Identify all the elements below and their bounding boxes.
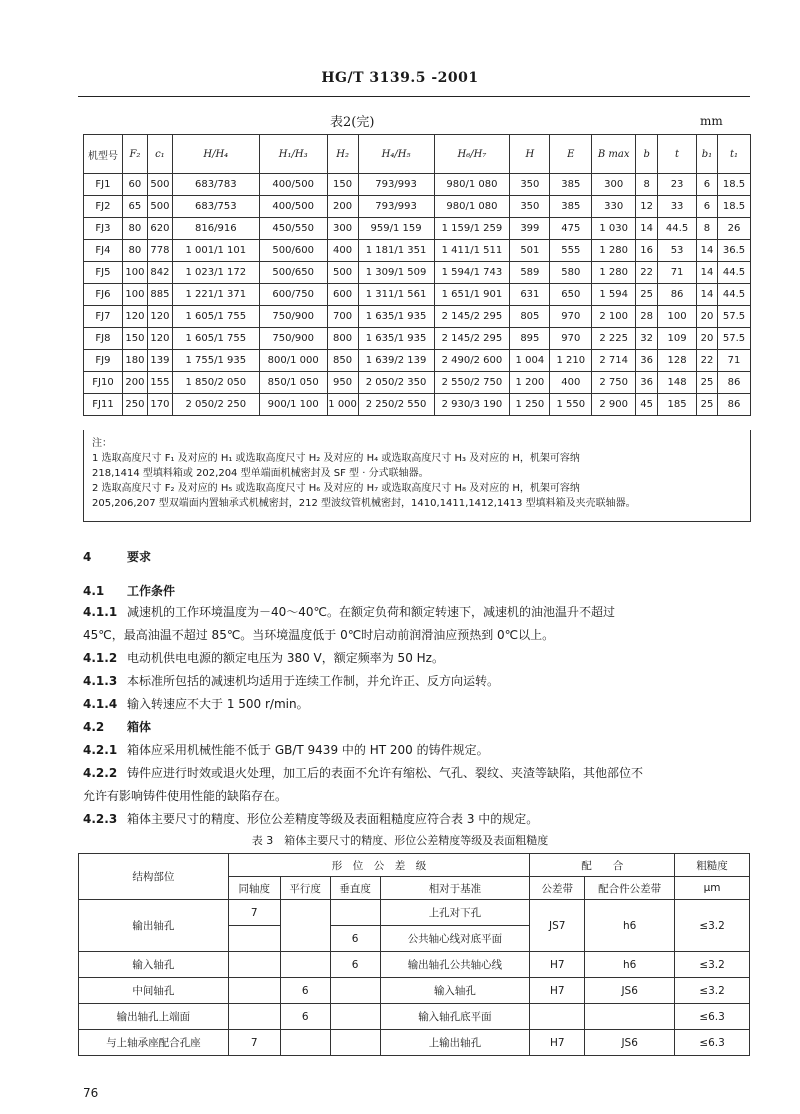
t2-cell: 631 bbox=[510, 284, 550, 306]
t2-header-cell: F₂ bbox=[122, 135, 147, 174]
t3-cell: 输入轴孔 bbox=[79, 952, 229, 978]
t3-cell: ≤3.2 bbox=[675, 900, 750, 952]
t2-cell: 8 bbox=[636, 174, 658, 196]
t2-cell: 475 bbox=[550, 218, 592, 240]
t2-cell: FJ10 bbox=[84, 372, 123, 394]
t2-cell: 1 250 bbox=[510, 394, 550, 416]
t2-cell: 980/1 080 bbox=[434, 174, 510, 196]
t2-cell: 36 bbox=[636, 350, 658, 372]
t2-cell: 1 311/1 561 bbox=[358, 284, 434, 306]
t3-cell: ≤6.3 bbox=[675, 1004, 750, 1030]
t2-cell: 8 bbox=[697, 218, 718, 240]
t2-cell: 2 750 bbox=[592, 372, 636, 394]
t2-cell: 20 bbox=[697, 328, 718, 350]
clause-text: 减速机的工作环境温度为－40～40℃。在额定负荷和额定转速下，减速机的油池温升不超过 bbox=[127, 605, 616, 619]
t3-head-part: 结构部位 bbox=[79, 854, 229, 900]
t3-cell: JS7 bbox=[530, 900, 585, 952]
t3-cell bbox=[330, 1004, 380, 1030]
t3-cell: h6 bbox=[585, 952, 675, 978]
t2-cell: 300 bbox=[592, 174, 636, 196]
t2-cell: 109 bbox=[658, 328, 697, 350]
t2-cell: 885 bbox=[147, 284, 172, 306]
t2-cell: 23 bbox=[658, 174, 697, 196]
t2-cell: 1 159/1 259 bbox=[434, 218, 510, 240]
t2-cell: 86 bbox=[717, 394, 750, 416]
t2-cell: FJ1 bbox=[84, 174, 123, 196]
t2-cell: 895 bbox=[510, 328, 550, 350]
clause-text: 箱体应采用机械性能不低于 GB/T 9439 中的 HT 200 的铸件规定。 bbox=[127, 743, 489, 757]
t2-cell: 45 bbox=[636, 394, 658, 416]
t2-cell: 959/1 159 bbox=[358, 218, 434, 240]
clause-text: 要求 bbox=[127, 550, 152, 564]
t2-cell: 1 605/1 755 bbox=[172, 328, 259, 350]
t2-cell: 200 bbox=[327, 196, 358, 218]
t3-head-mating-tol: 配合件公差带 bbox=[585, 877, 675, 900]
t2-cell: 148 bbox=[658, 372, 697, 394]
clause-number: 4.1.1 bbox=[83, 605, 118, 619]
t2-header-cell: b₁ bbox=[697, 135, 718, 174]
t3-cell: 输出轴孔 bbox=[79, 900, 229, 952]
t2-cell: 86 bbox=[658, 284, 697, 306]
t3-cell: 上孔对下孔 bbox=[380, 900, 530, 926]
table2-note-line: 218,1414 型填料箱或 202,204 型单端面机械密封及 SF 型 · 分式联轴器。 bbox=[92, 468, 429, 479]
clause-text: 箱体主要尺寸的精度、形位公差精度等级及表面粗糙度应符合表 3 中的规定。 bbox=[127, 812, 539, 826]
t2-cell: 2 145/2 295 bbox=[434, 306, 510, 328]
t2-cell: 2 145/2 295 bbox=[434, 328, 510, 350]
t2-cell: FJ6 bbox=[84, 284, 123, 306]
t2-cell: 950 bbox=[327, 372, 358, 394]
t2-cell: 970 bbox=[550, 306, 592, 328]
table2-note-line: 205,206,207 型双端面内置轴承式机械密封，212 型波纹管机械密封，1410,1411,1412,1413 型填料箱及夹壳联轴器。 bbox=[92, 498, 636, 509]
section-line bbox=[83, 741, 489, 758]
t2-cell: 170 bbox=[147, 394, 172, 416]
t2-cell: 501 bbox=[510, 240, 550, 262]
t2-cell: 20 bbox=[697, 306, 718, 328]
t2-cell: 800/1 000 bbox=[259, 350, 327, 372]
clause-number: 4.2.3 bbox=[83, 812, 118, 826]
t2-cell: 18.5 bbox=[717, 196, 750, 218]
t2-cell: FJ7 bbox=[84, 306, 123, 328]
clause-text: 45℃，最高油温不超过 85℃。当环境温度低于 0℃时启动前润滑油应预热到 0℃以上。 bbox=[83, 628, 555, 642]
t2-cell: 44.5 bbox=[717, 284, 750, 306]
t2-cell: 185 bbox=[658, 394, 697, 416]
t2-cell: 2 225 bbox=[592, 328, 636, 350]
t3-cell: 中间轴孔 bbox=[79, 978, 229, 1004]
t2-cell: 60 bbox=[122, 174, 147, 196]
t2-cell: 1 755/1 935 bbox=[172, 350, 259, 372]
t2-cell: 842 bbox=[147, 262, 172, 284]
clause-text: 铸件应进行时效或退火处理，加工后的表面不允许有缩松、气孔、裂纹、夹渣等缺陷，其他部位不 bbox=[127, 766, 644, 780]
t3-head-roughness: 粗糙度 bbox=[675, 854, 750, 877]
section-line bbox=[83, 582, 175, 599]
t2-cell: 1 651/1 901 bbox=[434, 284, 510, 306]
t2-cell: 1 221/1 371 bbox=[172, 284, 259, 306]
t3-cell: H7 bbox=[530, 952, 585, 978]
t2-cell: 1 023/1 172 bbox=[172, 262, 259, 284]
t3-cell: 6 bbox=[280, 1004, 330, 1030]
table2-note-line: 1 选取高度尺寸 F₁ 及对应的 H₁ 或选取高度尺寸 H₂ 及对应的 H₄ 或选取高度尺寸 H₃ 及对应的 H，机架可容纳 bbox=[92, 453, 580, 464]
t2-cell: 400 bbox=[327, 240, 358, 262]
t2-cell: 1 001/1 101 bbox=[172, 240, 259, 262]
t2-cell: 2 930/3 190 bbox=[434, 394, 510, 416]
t2-cell: 86 bbox=[717, 372, 750, 394]
t2-cell: FJ5 bbox=[84, 262, 123, 284]
t2-cell: 1 635/1 935 bbox=[358, 328, 434, 350]
table2-unit: mm bbox=[700, 114, 723, 128]
t2-cell: 28 bbox=[636, 306, 658, 328]
t2-cell: 14 bbox=[697, 284, 718, 306]
t2-cell: 1 309/1 509 bbox=[358, 262, 434, 284]
t2-cell: 200 bbox=[122, 372, 147, 394]
t2-cell: 589 bbox=[510, 262, 550, 284]
t2-cell: 970 bbox=[550, 328, 592, 350]
t2-cell: 32 bbox=[636, 328, 658, 350]
t2-cell: 1 550 bbox=[550, 394, 592, 416]
table-row bbox=[79, 1004, 750, 1030]
t2-cell: 1 004 bbox=[510, 350, 550, 372]
section-line bbox=[83, 718, 151, 735]
t2-cell: 385 bbox=[550, 196, 592, 218]
t3-cell bbox=[280, 1030, 330, 1056]
clause-text: 箱体 bbox=[127, 720, 152, 734]
t3-cell: 输出轴孔上端面 bbox=[79, 1004, 229, 1030]
t2-cell: 36.5 bbox=[717, 240, 750, 262]
t2-cell: 1 000 bbox=[327, 394, 358, 416]
t2-header-cell: b bbox=[636, 135, 658, 174]
standard-number-header: HG/T 3139.5 -2001 bbox=[321, 70, 479, 86]
t2-cell: 900/1 100 bbox=[259, 394, 327, 416]
t3-head-perpendicular: 垂直度 bbox=[330, 877, 380, 900]
t2-cell: 150 bbox=[122, 328, 147, 350]
t3-cell bbox=[228, 1004, 280, 1030]
t2-cell: 385 bbox=[550, 174, 592, 196]
section-line bbox=[83, 672, 499, 689]
table-row bbox=[84, 394, 751, 416]
t2-cell: 25 bbox=[636, 284, 658, 306]
t2-cell: 250 bbox=[122, 394, 147, 416]
t2-cell: 16 bbox=[636, 240, 658, 262]
t2-cell: 1 594/1 743 bbox=[434, 262, 510, 284]
t3-cell bbox=[530, 1004, 585, 1030]
t2-cell: FJ2 bbox=[84, 196, 123, 218]
t3-cell bbox=[228, 978, 280, 1004]
t2-cell: 620 bbox=[147, 218, 172, 240]
t2-cell: 850/1 050 bbox=[259, 372, 327, 394]
table2-dimensions bbox=[83, 134, 751, 416]
t3-cell: ≤6.3 bbox=[675, 1030, 750, 1056]
t3-cell bbox=[228, 926, 280, 952]
table2-notes bbox=[83, 430, 751, 522]
t2-cell: 44.5 bbox=[717, 262, 750, 284]
t2-header-cell: H bbox=[510, 135, 550, 174]
clause-number: 4.1.4 bbox=[83, 697, 118, 711]
clause-number: 4 bbox=[83, 550, 92, 564]
clause-text: 允许有影响铸件使用性能的缺陷存在。 bbox=[83, 789, 288, 803]
table-row bbox=[84, 262, 751, 284]
t3-cell: 输出轴孔公共轴心线 bbox=[380, 952, 530, 978]
t2-cell: 683/753 bbox=[172, 196, 259, 218]
t3-cell: 输入轴孔底平面 bbox=[380, 1004, 530, 1030]
t2-cell: 1 635/1 935 bbox=[358, 306, 434, 328]
t2-cell: 399 bbox=[510, 218, 550, 240]
t2-cell: 2 100 bbox=[592, 306, 636, 328]
t3-cell: ≤3.2 bbox=[675, 978, 750, 1004]
t2-cell: 1 030 bbox=[592, 218, 636, 240]
table-row bbox=[84, 218, 751, 240]
table-row bbox=[84, 174, 751, 196]
t2-cell: 800 bbox=[327, 328, 358, 350]
t2-cell: 100 bbox=[658, 306, 697, 328]
t2-cell: 2 550/2 750 bbox=[434, 372, 510, 394]
t2-cell: 80 bbox=[122, 240, 147, 262]
t2-cell: 805 bbox=[510, 306, 550, 328]
table-row bbox=[84, 240, 751, 262]
table3-tolerances bbox=[78, 853, 750, 1056]
t3-cell: 6 bbox=[280, 978, 330, 1004]
clause-number: 4.2.1 bbox=[83, 743, 118, 757]
t2-cell: 14 bbox=[697, 240, 718, 262]
t2-cell: 57.5 bbox=[717, 328, 750, 350]
t3-cell: 公共轴心线对底平面 bbox=[380, 926, 530, 952]
section-line bbox=[83, 764, 643, 781]
table2-note-line: 2 选取高度尺寸 F₂ 及对应的 H₅ 或选取高度尺寸 H₆ 及对应的 H₇ 或选取高度尺寸 H₈ 及对应的 H，机架可容纳 bbox=[92, 483, 580, 494]
t2-cell: 1 850/2 050 bbox=[172, 372, 259, 394]
t2-cell: 500 bbox=[147, 174, 172, 196]
t2-header-cell: H₆/H₇ bbox=[434, 135, 510, 174]
table-row bbox=[84, 196, 751, 218]
t2-cell: 400/500 bbox=[259, 196, 327, 218]
t2-header-cell: H₄/H₅ bbox=[358, 135, 434, 174]
t3-cell: H7 bbox=[530, 1030, 585, 1056]
t2-cell: 600/750 bbox=[259, 284, 327, 306]
t2-cell: 100 bbox=[122, 262, 147, 284]
t2-cell: 71 bbox=[658, 262, 697, 284]
t2-cell: 22 bbox=[636, 262, 658, 284]
t2-cell: 980/1 080 bbox=[434, 196, 510, 218]
t2-cell: 850 bbox=[327, 350, 358, 372]
t2-cell: FJ11 bbox=[84, 394, 123, 416]
t2-cell: 128 bbox=[658, 350, 697, 372]
t2-cell: 2 714 bbox=[592, 350, 636, 372]
t2-cell: 700 bbox=[327, 306, 358, 328]
t2-cell: 1 411/1 511 bbox=[434, 240, 510, 262]
t2-cell: 139 bbox=[147, 350, 172, 372]
t2-cell: 36 bbox=[636, 372, 658, 394]
t2-cell: 120 bbox=[122, 306, 147, 328]
t2-header-cell: E bbox=[550, 135, 592, 174]
t3-cell bbox=[280, 952, 330, 978]
t2-cell: 400 bbox=[550, 372, 592, 394]
clause-number: 4.1 bbox=[83, 584, 105, 598]
t3-cell: h6 bbox=[585, 900, 675, 952]
t2-cell: 500 bbox=[327, 262, 358, 284]
t2-cell: 6 bbox=[697, 174, 718, 196]
t2-header-cell: t bbox=[658, 135, 697, 174]
t3-head-parallel: 平行度 bbox=[280, 877, 330, 900]
section-line bbox=[83, 787, 287, 804]
t2-cell: 1 594 bbox=[592, 284, 636, 306]
t2-cell: 33 bbox=[658, 196, 697, 218]
t2-cell: 350 bbox=[510, 196, 550, 218]
t2-cell: 22 bbox=[697, 350, 718, 372]
t3-cell: ≤3.2 bbox=[675, 952, 750, 978]
t2-cell: FJ3 bbox=[84, 218, 123, 240]
table-row bbox=[79, 978, 750, 1004]
t2-cell: 100 bbox=[122, 284, 147, 306]
t3-cell: 与上轴承座配合孔座 bbox=[79, 1030, 229, 1056]
t2-cell: 2 900 bbox=[592, 394, 636, 416]
t2-cell: 180 bbox=[122, 350, 147, 372]
t2-cell: 14 bbox=[636, 218, 658, 240]
t2-cell: 2 050/2 350 bbox=[358, 372, 434, 394]
t3-cell: H7 bbox=[530, 978, 585, 1004]
table-row bbox=[79, 900, 750, 926]
t2-cell: 2 490/2 600 bbox=[434, 350, 510, 372]
t2-cell: 26 bbox=[717, 218, 750, 240]
t2-cell: 580 bbox=[550, 262, 592, 284]
clause-text: 本标准所包括的减速机均适用于连续工作制，并允许正、反方向运转。 bbox=[127, 674, 500, 688]
t3-cell: 7 bbox=[228, 1030, 280, 1056]
t2-cell: 25 bbox=[697, 372, 718, 394]
t2-cell: 300 bbox=[327, 218, 358, 240]
t2-cell: 18.5 bbox=[717, 174, 750, 196]
t3-head-relative: 相对于基准 bbox=[380, 877, 530, 900]
t2-cell: 2 050/2 250 bbox=[172, 394, 259, 416]
t2-cell: 500/600 bbox=[259, 240, 327, 262]
clause-text: 电动机供电电源的额定电压为 380 V，额定频率为 50 Hz。 bbox=[127, 651, 444, 665]
t3-cell bbox=[228, 952, 280, 978]
t2-cell: 1 280 bbox=[592, 240, 636, 262]
table-row bbox=[84, 350, 751, 372]
t2-header-cell: H/H₄ bbox=[172, 135, 259, 174]
t2-cell: 793/993 bbox=[358, 174, 434, 196]
table2-caption: 表2(完) bbox=[330, 115, 375, 130]
section-line bbox=[83, 810, 538, 827]
t2-cell: 750/900 bbox=[259, 328, 327, 350]
table-row bbox=[84, 328, 751, 350]
t2-cell: 120 bbox=[147, 328, 172, 350]
t2-cell: 816/916 bbox=[172, 218, 259, 240]
t2-cell: 65 bbox=[122, 196, 147, 218]
t2-cell: 1 210 bbox=[550, 350, 592, 372]
table2-note-line: 注： bbox=[92, 438, 112, 449]
clause-number: 4.2.2 bbox=[83, 766, 118, 780]
section-line bbox=[83, 649, 444, 666]
t3-cell: 6 bbox=[330, 952, 380, 978]
t3-cell: 6 bbox=[330, 926, 380, 952]
t2-cell: FJ4 bbox=[84, 240, 123, 262]
t2-cell: 450/550 bbox=[259, 218, 327, 240]
t3-head-fit: 配 合 bbox=[530, 854, 675, 877]
t2-cell: 150 bbox=[327, 174, 358, 196]
t2-cell: 400/500 bbox=[259, 174, 327, 196]
t3-head-tol-zone: 公差带 bbox=[530, 877, 585, 900]
t2-cell: 44.5 bbox=[658, 218, 697, 240]
t3-head-coaxial: 同轴度 bbox=[228, 877, 280, 900]
section-line bbox=[83, 626, 554, 643]
t3-cell bbox=[330, 900, 380, 926]
table-row bbox=[84, 372, 751, 394]
table-row bbox=[84, 306, 751, 328]
table-row bbox=[79, 952, 750, 978]
t3-cell bbox=[585, 1004, 675, 1030]
t2-cell: 1 200 bbox=[510, 372, 550, 394]
t2-cell: 14 bbox=[697, 262, 718, 284]
t2-cell: 778 bbox=[147, 240, 172, 262]
t2-cell: 57.5 bbox=[717, 306, 750, 328]
table-row bbox=[84, 284, 751, 306]
t3-head-form-tol: 形 位 公 差 级 bbox=[228, 854, 530, 877]
t3-cell bbox=[280, 900, 330, 952]
t2-header-cell: B max bbox=[592, 135, 636, 174]
t2-cell: 750/900 bbox=[259, 306, 327, 328]
t3-cell bbox=[330, 978, 380, 1004]
clause-number: 4.1.2 bbox=[83, 651, 118, 665]
t2-cell: 555 bbox=[550, 240, 592, 262]
t2-cell: 1 639/2 139 bbox=[358, 350, 434, 372]
t2-cell: 500/650 bbox=[259, 262, 327, 284]
t2-cell: 793/993 bbox=[358, 196, 434, 218]
t2-cell: 683/783 bbox=[172, 174, 259, 196]
clause-text: 输入转速应不大于 1 500 r/min。 bbox=[127, 697, 309, 711]
clause-text: 工作条件 bbox=[127, 584, 176, 598]
t3-cell: JS6 bbox=[585, 978, 675, 1004]
t2-cell: 1 181/1 351 bbox=[358, 240, 434, 262]
t2-cell: 2 250/2 550 bbox=[358, 394, 434, 416]
t2-cell: FJ8 bbox=[84, 328, 123, 350]
t2-cell: FJ9 bbox=[84, 350, 123, 372]
t3-cell bbox=[330, 1030, 380, 1056]
t2-header-cell: t₁ bbox=[717, 135, 750, 174]
t2-cell: 80 bbox=[122, 218, 147, 240]
t2-cell: 600 bbox=[327, 284, 358, 306]
t2-cell: 155 bbox=[147, 372, 172, 394]
clause-number: 4.1.3 bbox=[83, 674, 118, 688]
t2-cell: 1 280 bbox=[592, 262, 636, 284]
table-row bbox=[79, 1030, 750, 1056]
t2-header-model: 机型号 bbox=[84, 135, 123, 174]
t2-cell: 1 605/1 755 bbox=[172, 306, 259, 328]
t2-header-cell: H₁/H₃ bbox=[259, 135, 327, 174]
t2-cell: 500 bbox=[147, 196, 172, 218]
t2-header-cell: H₂ bbox=[327, 135, 358, 174]
t2-cell: 6 bbox=[697, 196, 718, 218]
t2-cell: 120 bbox=[147, 306, 172, 328]
t2-cell: 350 bbox=[510, 174, 550, 196]
t3-cell: 上输出轴孔 bbox=[380, 1030, 530, 1056]
t3-head-roughness-unit: μm bbox=[675, 877, 750, 900]
header-divider bbox=[78, 96, 750, 97]
t2-cell: 53 bbox=[658, 240, 697, 262]
t2-header-cell: c₁ bbox=[147, 135, 172, 174]
t2-cell: 71 bbox=[717, 350, 750, 372]
t3-cell: 输入轴孔 bbox=[380, 978, 530, 1004]
section-line bbox=[83, 548, 151, 565]
section-line bbox=[83, 603, 615, 620]
page-number: 76 bbox=[83, 1086, 99, 1100]
t2-cell: 25 bbox=[697, 394, 718, 416]
t2-cell: 330 bbox=[592, 196, 636, 218]
table3-caption: 表 3 箱体主要尺寸的精度、形位公差精度等级及表面粗糙度 bbox=[251, 834, 549, 847]
clause-number: 4.2 bbox=[83, 720, 105, 734]
t2-cell: 650 bbox=[550, 284, 592, 306]
t2-cell: 12 bbox=[636, 196, 658, 218]
t3-cell: JS6 bbox=[585, 1030, 675, 1056]
section-line bbox=[83, 695, 309, 712]
t3-cell: 7 bbox=[228, 900, 280, 926]
